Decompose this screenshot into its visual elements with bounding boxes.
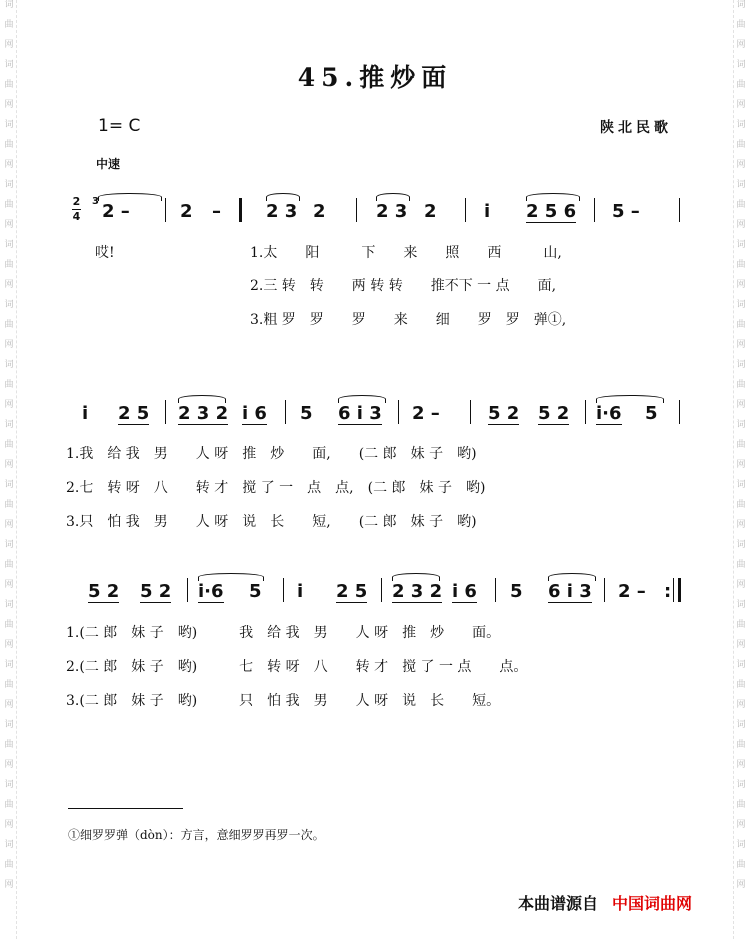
watermark-glyph: 曲 — [4, 260, 14, 270]
watermark-glyph: 网 — [4, 700, 14, 710]
watermark-glyph: 词 — [736, 840, 746, 850]
lyric-line-1: 1.太 阳 下 来 照 西 山, — [250, 245, 562, 261]
footnote-divider — [68, 808, 183, 809]
watermark-glyph: 曲 — [736, 80, 746, 90]
watermark-glyph: 曲 — [736, 680, 746, 690]
barline — [465, 198, 466, 222]
barline — [495, 578, 496, 602]
watermark-glyph: 词 — [4, 600, 14, 610]
slur — [548, 573, 596, 581]
watermark-glyph: 词 — [736, 720, 746, 730]
watermark-glyph: 网 — [4, 400, 14, 410]
lyric-line-2: 2.三 转 转 两 转 转 推不下 一 点 面, — [250, 278, 557, 294]
watermark-glyph: 网 — [736, 760, 746, 770]
watermark-glyph: 网 — [736, 280, 746, 290]
lyric-line-1: 1.(二 郎 妹 子 哟) 我 给 我 男 人 呀 推 炒 面。 — [66, 625, 501, 641]
barline — [594, 198, 595, 222]
watermark-glyph: 词 — [736, 360, 746, 370]
repeat-end-barline — [678, 578, 681, 602]
watermark-glyph: 曲 — [4, 140, 14, 150]
barline — [398, 400, 399, 424]
watermark-glyph: 曲 — [4, 200, 14, 210]
watermark-glyph: 曲 — [736, 200, 746, 210]
note-group: i·6 — [198, 581, 224, 602]
watermark-glyph: 词 — [736, 600, 746, 610]
note-group: 5 2 — [140, 581, 172, 602]
note-group: 2 3 2 — [392, 581, 443, 602]
watermark-glyph: 词 — [4, 840, 14, 850]
watermark-glyph: 网 — [4, 520, 14, 530]
watermark-glyph: 曲 — [4, 20, 14, 30]
note-group: i — [297, 581, 304, 602]
barline — [165, 400, 166, 424]
watermark-glyph: 网 — [4, 220, 14, 230]
note-group: 2 5 — [336, 581, 368, 602]
watermark-glyph: 曲 — [736, 440, 746, 450]
slur — [98, 193, 162, 201]
barline — [679, 198, 680, 222]
watermark-glyph: 网 — [4, 820, 14, 830]
grace-note: 3 — [92, 196, 99, 207]
watermark-glyph: 网 — [4, 40, 14, 50]
watermark-glyph: 曲 — [4, 680, 14, 690]
watermark-glyph: 曲 — [736, 380, 746, 390]
watermark-glyph: 曲 — [736, 500, 746, 510]
watermark-glyph: 曲 — [736, 860, 746, 870]
watermark-glyph: 词 — [736, 540, 746, 550]
repeat-end-dots: : — [664, 581, 672, 602]
watermark-glyph: 网 — [736, 220, 746, 230]
slur — [338, 395, 386, 403]
note-group: 2 3 — [266, 201, 298, 222]
note-group: 2 — [424, 201, 437, 222]
watermark-glyph: 网 — [4, 100, 14, 110]
watermark-glyph: 词 — [4, 360, 14, 370]
barline — [283, 578, 284, 602]
watermark-glyph: 词 — [736, 180, 746, 190]
note-group: 2 3 2 — [178, 403, 229, 424]
watermark-glyph: 词 — [736, 120, 746, 130]
watermark-glyph: 网 — [4, 640, 14, 650]
watermark-glyph: 曲 — [736, 260, 746, 270]
watermark-glyph: 词 — [4, 0, 14, 10]
watermark-glyph: 网 — [4, 340, 14, 350]
note-group: 5 — [510, 581, 523, 602]
key-signature: 1= C — [98, 116, 141, 136]
watermark-glyph: 曲 — [736, 20, 746, 30]
note-group: 6 i 3 — [548, 581, 592, 602]
barline — [604, 578, 605, 602]
note-group: 2 – — [412, 403, 440, 424]
watermark-glyph: 词 — [4, 720, 14, 730]
watermark-glyph: 词 — [736, 300, 746, 310]
note-group: 2 — [313, 201, 326, 222]
slur — [526, 193, 580, 201]
watermark-glyph: 网 — [736, 100, 746, 110]
lyric-line-2: 2.(二 郎 妹 子 哟) 七 转 呀 八 转 才 搅 了 一 点 点。 — [66, 659, 528, 675]
watermark-glyph: 网 — [4, 760, 14, 770]
watermark-glyph: 曲 — [4, 440, 14, 450]
note-group: i 6 — [452, 581, 477, 602]
watermark-glyph: 曲 — [4, 560, 14, 570]
note-group: 5 2 — [88, 581, 120, 602]
watermark-glyph: 曲 — [4, 740, 14, 750]
lyric-line-1: 1.我 给 我 男 人 呀 推 炒 面, (二 郎 妹 子 哟) — [66, 446, 477, 462]
footnote: ①细罗罗弹（dòn）：方言，意细罗罗再罗一次。 — [68, 828, 325, 842]
source-credit — [518, 891, 692, 914]
watermark-right — [733, 0, 748, 939]
lyric-line-3: 3.粗 罗 罗 罗 来 细 罗 罗 弹①, — [250, 312, 567, 328]
watermark-glyph: 曲 — [4, 620, 14, 630]
watermark-glyph: 曲 — [736, 800, 746, 810]
source-site-link[interactable]: 中国词曲网 — [612, 894, 693, 913]
slur — [266, 193, 300, 201]
slur — [178, 395, 226, 403]
note-group: i — [82, 403, 89, 424]
watermark-glyph: 曲 — [4, 80, 14, 90]
barline — [187, 578, 188, 602]
watermark-glyph: 网 — [4, 880, 14, 890]
watermark-glyph: 曲 — [4, 860, 14, 870]
watermark-glyph: 网 — [736, 400, 746, 410]
note-group: – — [212, 201, 221, 222]
note-group: 6 i 3 — [338, 403, 382, 424]
watermark-glyph: 网 — [4, 460, 14, 470]
note-group: 2 3 — [376, 201, 408, 222]
watermark-glyph: 网 — [736, 340, 746, 350]
watermark-glyph: 曲 — [4, 320, 14, 330]
note-group: 5 2 — [488, 403, 520, 424]
watermark-glyph: 网 — [736, 520, 746, 530]
note-group: 5 2 — [538, 403, 570, 424]
watermark-glyph: 网 — [736, 700, 746, 710]
barline — [285, 400, 286, 424]
watermark-glyph: 网 — [736, 640, 746, 650]
watermark-glyph: 词 — [4, 420, 14, 430]
watermark-glyph: 曲 — [736, 620, 746, 630]
watermark-glyph: 网 — [736, 160, 746, 170]
barline — [585, 400, 586, 424]
watermark-glyph: 曲 — [4, 380, 14, 390]
lyric-line-2: 2.七 转 呀 八 转 才 搅 了 一 点 点, (二 郎 妹 子 哟) — [66, 480, 486, 496]
note-group: 2 5 6 — [526, 201, 577, 222]
barline — [165, 198, 166, 222]
watermark-left — [2, 0, 17, 939]
watermark-glyph: 词 — [4, 540, 14, 550]
lyric-line-3: 3.只 怕 我 男 人 呀 说 长 短, (二 郎 妹 子 哟) — [66, 514, 477, 530]
note-group: i·6 — [596, 403, 622, 424]
watermark-glyph: 网 — [4, 580, 14, 590]
slur — [392, 573, 440, 581]
note-group: 2 — [180, 201, 193, 222]
watermark-glyph: 词 — [4, 180, 14, 190]
note-group: 5 — [645, 403, 658, 424]
source-label: 本曲谱源自 — [518, 894, 599, 913]
tempo-marking: 中速 — [96, 157, 121, 171]
watermark-glyph: 词 — [736, 480, 746, 490]
note-group: 2 – — [618, 581, 646, 602]
note-group: 2 5 — [118, 403, 150, 424]
watermark-glyph: 曲 — [4, 800, 14, 810]
watermark-glyph: 曲 — [736, 140, 746, 150]
watermark-glyph: 词 — [4, 660, 14, 670]
watermark-glyph: 词 — [736, 60, 746, 70]
watermark-glyph: 词 — [4, 780, 14, 790]
watermark-glyph: 网 — [4, 280, 14, 290]
watermark-glyph: 词 — [736, 240, 746, 250]
time-signature: 2 4 — [72, 195, 81, 223]
watermark-glyph: 词 — [4, 480, 14, 490]
watermark-glyph: 曲 — [736, 320, 746, 330]
watermark-glyph: 曲 — [736, 740, 746, 750]
watermark-glyph: 网 — [736, 820, 746, 830]
barline — [679, 400, 680, 424]
watermark-glyph: 网 — [736, 460, 746, 470]
watermark-glyph: 词 — [4, 300, 14, 310]
note-group: i — [484, 201, 491, 222]
watermark-glyph: 词 — [4, 240, 14, 250]
note-group: 2 – — [102, 201, 130, 222]
note-group: i 6 — [242, 403, 267, 424]
watermark-glyph: 网 — [4, 160, 14, 170]
slur — [198, 573, 264, 581]
watermark-glyph: 曲 — [736, 560, 746, 570]
repeat-start-barline — [239, 198, 242, 222]
slur — [596, 395, 664, 403]
watermark-glyph: 曲 — [4, 500, 14, 510]
lyric-exclamation: 哎! — [95, 245, 115, 261]
lyric-line-3: 3.(二 郎 妹 子 哟) 只 怕 我 男 人 呀 说 长 短。 — [66, 693, 501, 709]
song-origin: 陕北民歌 — [600, 120, 672, 136]
note-group: 5 – — [612, 201, 640, 222]
barline — [356, 198, 357, 222]
watermark-glyph: 词 — [736, 0, 746, 10]
note-group: 5 — [249, 581, 262, 602]
watermark-glyph: 词 — [4, 60, 14, 70]
watermark-glyph: 词 — [736, 780, 746, 790]
watermark-glyph: 网 — [736, 40, 746, 50]
barline — [673, 578, 674, 602]
watermark-glyph: 词 — [4, 120, 14, 130]
barline — [470, 400, 471, 424]
song-title: 45.推炒面 — [297, 63, 453, 92]
slur — [376, 193, 410, 201]
barline — [381, 578, 382, 602]
watermark-glyph: 网 — [736, 580, 746, 590]
watermark-glyph: 词 — [736, 420, 746, 430]
note-group: 5 — [300, 403, 313, 424]
watermark-glyph: 网 — [736, 880, 746, 890]
watermark-glyph: 词 — [736, 660, 746, 670]
